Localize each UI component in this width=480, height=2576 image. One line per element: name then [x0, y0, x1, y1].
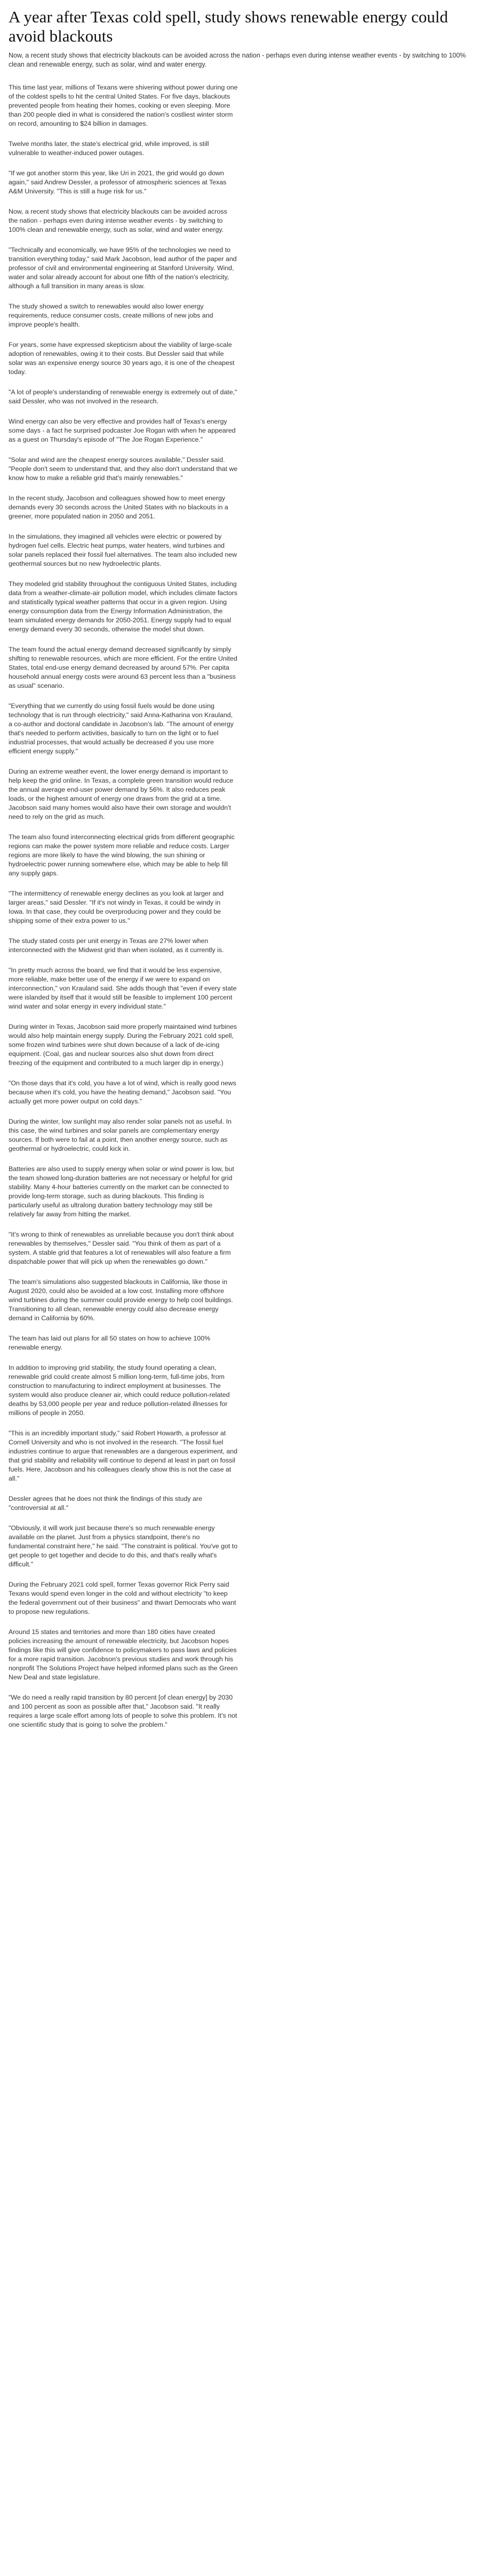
article-paragraph: The team has laid out plans for all 50 states on how to achieve 100% renewable energy.: [9, 1335, 211, 1351]
article-paragraph: The study showed a switch to renewables would also lower energy requirements, reduce consumer costs, create millions of new jobs and improve people's health.: [9, 303, 213, 328]
article-paragraph: The team's simulations also suggested blackouts in California, like those in August 2020, could also be avoided at a low cost. Installing more offshore wind turbines during the summer could provide energy to help cool buildings. Transitioning to all clean, renewable energy could also decrease energy demand in California by 60%.: [9, 1278, 233, 1322]
article-paragraph: For years, some have expressed skepticism about the viability of large-scale adoption of renewables, owing it to their costs. But Dessler said that while solar was an expensive energy source 30 years ago, it is one of the cheapest today.: [9, 341, 235, 376]
article-paragraph: During the February 2021 cold spell, former Texas governor Rick Perry said Texans would spend even longer in the cold and without electricity "to keep the federal government out of their business" and thwart Democrats who want to propose new regulations.: [9, 1581, 236, 1615]
article-paragraph: "Everything that we currently do using fossil fuels would be done using technology that is run through electricity," said Anna-Katharina von Krauland, a co-author and doctoral candidate in Jacobson's lab. "The amount of energy that's needed to perform activities, basically to turn on the light or to fuel industrial processes, that would actually be decreased if you use more efficient energy supply.": [9, 702, 234, 755]
article-paragraph: "Technically and economically, we have 95% of the technologies we need to transition everything today," said Mark Jacobson, lead author of the paper and professor of civil and environmental engineering at Stanford University. Wind, water and solar already account for about one fifth of the nation's electricity, although a full transition in many areas is slow.: [9, 246, 237, 290]
article-paragraph: The team found the actual energy demand decreased significantly by simply shifting to renewable resources, which are more efficient. For the entire United States, total end-use energy demand decreased by around 57%. Per capita household annual energy costs were around 63 percent less than a "business as usual" scenario.: [9, 646, 237, 689]
article-paragraph: "On those days that it's cold, you have a lot of wind, which is really good news because when it's cold, you have the heating demand," Jacobson said. "You actually get more power output on cold days.": [9, 1079, 236, 1105]
article-paragraph: In the recent study, Jacobson and colleagues showed how to meet energy demands every 30 seconds across the United States with no blackouts in a greener, more populated nation in 2050 and 2051.: [9, 494, 228, 520]
article-paragraph: Wind energy can also be very effective and provides half of Texas's energy some days - a fact he surprised podcaster Joe Rogan with when he appeared as a guest on Thursday's episode of "The Joe Rogan Experience.": [9, 418, 236, 443]
article-paragraph: Now, a recent study shows that electricity blackouts can be avoided across the nation - perhaps even during intense weather events - by switching to 100% clean and renewable energy, such as solar, wind and water energy.: [9, 208, 227, 233]
article-paragraph: "The intermittency of renewable energy declines as you look at larger and larger areas," said Dessler. "If it's not windy in Texas, it could be windy in Iowa. In that case, they could be overproducing power and they could be shipping some of their extra power to us.": [9, 890, 224, 924]
article-paragraph: Twelve months later, the state's electrical grid, while improved, is still vulnerable to weather-induced power outages.: [9, 140, 209, 157]
article-paragraph: During winter in Texas, Jacobson said more properly maintained wind turbines would also help maintain energy supply. During the February 2021 cold spell, some frozen wind turbines were shut down because of a lack of de-icing equipment. (Coal, gas and nuclear sources also shut down from direct freezing of the equipment and contributed to a much larger dip in energy.): [9, 1023, 237, 1067]
article-paragraph: The team also found interconnecting electrical grids from different geographic regions can make the power system more reliable and reduce costs. Larger regions are more likely to have the wind blowing, the sun shining or hydroelectric power running somewhere else, which may be able to help fill any supply gaps.: [9, 833, 235, 877]
article-paragraph: "We do need a really rapid transition by 80 percent [of clean energy] by 2030 and 100 percent as soon as possible after that," Jacobson said. "It really requires a large scale effort among lots of people to solve this problem. It's not one scientific study that is going to solve the problem.": [9, 1694, 237, 1728]
article-paragraph: "Solar and wind are the cheapest energy sources available," Dessler said. "People don't seem to understand that, and they also don't understand that we know how to make a reliable grid that's mainly renewables.": [9, 456, 238, 482]
article-paragraph: In the simulations, they imagined all vehicles were electric or powered by hydrogen fuel cells. Electric heat pumps, water heaters, wind turbines and solar panels replaced their fossil fuel alternatives. The team also included new geothermal sources but no new hydroelectric plants.: [9, 533, 237, 567]
article-paragraph: This time last year, millions of Texans were shivering without power during one of the coldest spells to hit the central United States. For five days, blackouts prevented people from heating their homes, cooking or even sleeping. More than 200 people died in what is considered the nation's costliest winter storm on record, amounting to $24 billion in damages.: [9, 84, 238, 127]
article-paragraph: "Obviously, it will work just because there's so much renewable energy available on the planet. Just from a physics standpoint, there's no fundamental constraint here," he said. "The constraint is political. You've got to get people to get together and decide to do this, and that's really what's difficult.": [9, 1524, 238, 1568]
article-paragraph: During the winter, low sunlight may also render solar panels not as useful. In this case, the wind turbines and solar panels are complementary energy sources. If both were to fail at a point, then another energy source, such as geothermal or hydroelectric, could kick in.: [9, 1118, 232, 1152]
article-paragraph: "This is an incredibly important study," said Robert Howarth, a professor at Cornell University and who is not involved in the research. "The fossil fuel industries continue to argue that renewables are a dangerous experiment, and that grid stability and reliability will continue to depend at least in part on fossil fuels. Here, Jacobson and his colleagues clearly show this is not the case at all.": [9, 1429, 238, 1482]
article-paragraph: "It's wrong to think of renewables as unreliable because you don't think about renewables by themselves," Dessler said. "You think of them as part of a system. A stable grid that features a lot of renewables will also feature a firm dispatchable power that will pick up when the renewables go down.": [9, 1231, 234, 1265]
headline: A year after Texas cold spell, study shows renewable energy could avoid blackouts: [9, 7, 448, 45]
article-paragraph: During an extreme weather event, the lower energy demand is important to help keep the grid online. In Texas, a complete green transition would reduce the annual average end-user power demand by 56%. It also reduces peak loads, or the highest amount of energy one draws from the grid at a time. Jacobson said many homes would also have their own storage and wouldn't need to rely on the grid as much.: [9, 768, 234, 820]
article-paragraph: In addition to improving grid stability, the study found operating a clean, renewable grid could create almost 5 million long-term, full-time jobs, from construction to manufacturing to indirect employment at businesses. The system would also produce cleaner air, which could reduce pollution-related deaths by 53,000 people per year and reduce pollution-related illnesses for millions of people in 2050.: [9, 1364, 230, 1417]
article-paragraph: They modeled grid stability throughout the contiguous United States, including data from a weather-climate-air pollution model, which includes climate factors and statistically typical weather patterns that occur in a given region. Using energy consumption data from the Energy Information Administration, the team simulated energy demands for 2050-2051. Energy supply had to equal energy demand every 30 seconds, otherwise the model shut down.: [9, 580, 238, 633]
article-paragraph: Batteries are also used to supply energy when solar or wind power is low, but the team showed long-duration batteries are not necessary or helpful for grid stability. Many 4-hour batteries currently on the market can be connected to provide long-term storage, such as during blackouts. This finding is particularly useful as ultralong duration battery technology may still be relatively far away from hitting the market.: [9, 1165, 234, 1218]
subheadline: Now, a recent study shows that electricity blackouts can be avoided across the nation - perhaps even during intense weather events - by switching to 100% clean and renewable energy, such as solar, wind and water energy.: [9, 52, 466, 68]
article-paragraph: "If we got another storm this year, like Uri in 2021, the grid would go down again," said Andrew Dessler, a professor of atmospheric sciences at Texas A&M University. "This is still a huge risk for us.": [9, 169, 227, 195]
article-paragraph: "A lot of people's understanding of renewable energy is extremely out of date," said Dessler, who was not involved in the research.: [9, 388, 237, 405]
article-body: [9, 83, 238, 1729]
article-paragraph: "In pretty much across the board, we find that it would be less expensive, more reliable, make better use of the energy if we were to expand on interconnection," von Krauland said. She adds though that "even if every state were islanded by itself that it would still be feasible to implement 100 percent wind water and solar energy in every individual state.": [9, 966, 237, 1010]
article-paragraph: Dessler agrees that he does not think the findings of this study are "controversial at all.": [9, 1495, 202, 1512]
article-paragraph: Around 15 states and territories and more than 180 cities have created policies increasing the amount of renewable electricity, but Jacobson hopes findings like this will give confidence to policymakers to pass laws and policies for a more rapid transition. Jacobson's previous studies and work through his nonprofit The Solutions Project have helped informed plans such as the Green New Deal and state legislature.: [9, 1628, 238, 1681]
article-paragraph: The study stated costs per unit energy in Texas are 27% lower when interconnected with the Midwest grid than when isolated, as it currently is.: [9, 937, 224, 954]
